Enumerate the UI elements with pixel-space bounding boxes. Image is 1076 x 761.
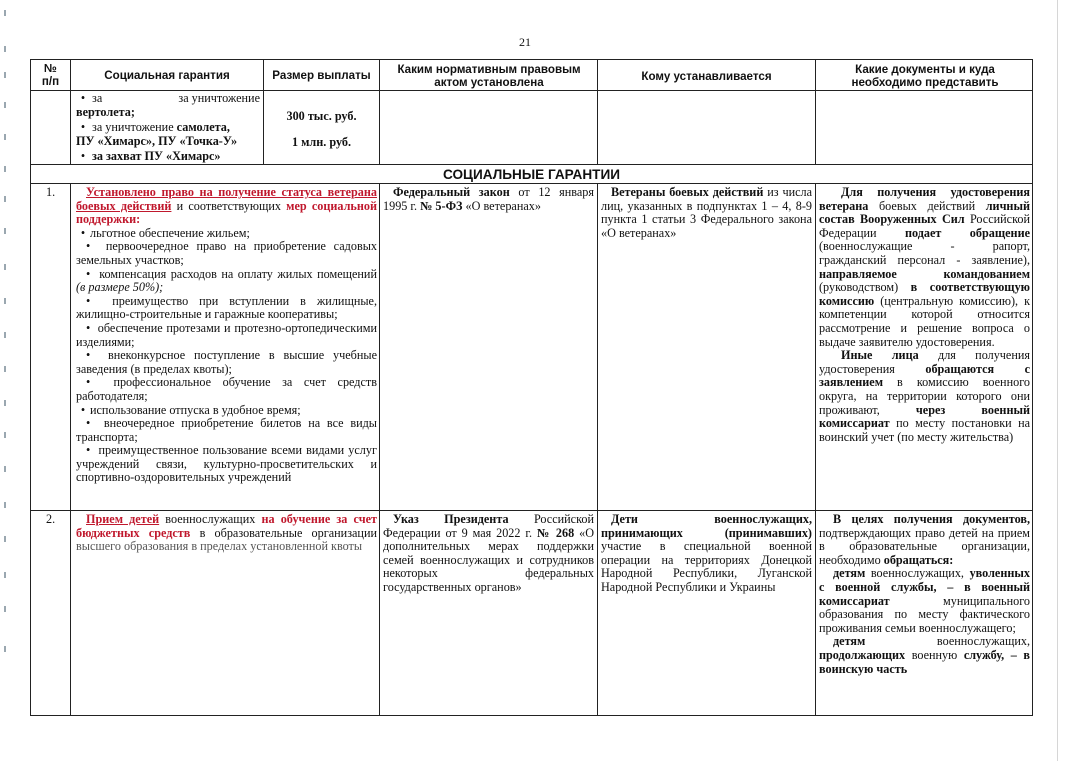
- row1-to-whom: [601, 186, 812, 240]
- docs-text-bold: обращаться:: [883, 552, 954, 567]
- item-text: использование отпуска в удобное время;: [90, 402, 301, 417]
- docs-text: подтверждающих право детей на прием в образовательные организации, необходимо: [819, 525, 1030, 567]
- item-text: обеспечение протезами и протезно-ортопедическими изделиями;: [76, 320, 377, 349]
- bullet-icon: •: [80, 91, 86, 105]
- list-item: [76, 295, 377, 322]
- item-text: ПУ «Химарс», ПУ «Точка-У»: [76, 133, 238, 148]
- list-item: [76, 322, 377, 349]
- intro-highlight: мер социальной поддержки:: [76, 198, 377, 227]
- docs-text: для получения удостоверения: [819, 348, 1030, 376]
- item-text: внеочередное приобретение билетов на все виды транспорта;: [76, 416, 377, 444]
- docs-text-bold: через военный комиссариат: [819, 402, 1030, 431]
- item-text: вертолета;: [76, 104, 135, 119]
- recipient-text: участие в специальной военной операции на территориях Донецкой Народной Республики, Луганской Народной Республики и Украины: [601, 539, 812, 594]
- row1-number: 1.: [46, 185, 56, 199]
- docs-text: (центральную комиссию), к компетенции которой относится рассмотрение и решение вопроса о выдаче заявителю удостоверения.: [819, 293, 1030, 349]
- docs-text: (руководством): [819, 280, 911, 295]
- bullet-icon: •: [86, 375, 114, 390]
- docs-text: военнослужащих,: [865, 566, 970, 581]
- bullet-icon: •: [86, 266, 100, 281]
- docs-text-bold: личный состав Вооруженных Сил: [819, 198, 1030, 227]
- header-num: № п/п: [41, 62, 60, 88]
- docs-text-bold: Иные лица: [841, 348, 919, 363]
- docs-text: военнослужащих,: [865, 634, 1030, 649]
- guarantee-text: военнослужащих: [159, 512, 262, 526]
- docs-text-bold: уволенных с военной службы, – в военный комиссариат: [819, 566, 1030, 608]
- docs-text-bold: службу, – в воинскую часть: [819, 647, 1030, 676]
- act-date: Российской Федерации от 9 мая 2022 г.: [383, 512, 594, 540]
- docs-text: военную: [905, 647, 964, 662]
- item-text-bold: самолета,: [176, 120, 230, 135]
- bullet-icon: •: [86, 443, 99, 458]
- guarantee-highlight: на обучение за счет бюджетных средств: [76, 512, 377, 540]
- row2-act: [383, 513, 594, 595]
- intro-highlight: Установлено право на получение статуса ветерана боевых действий: [76, 185, 377, 213]
- bullet-icon: •: [86, 239, 106, 254]
- docs-text: по месту постановки на воинский учет (по месту жительства): [819, 416, 1030, 444]
- row1-act: [383, 186, 594, 213]
- bullet-icon: •: [80, 120, 86, 135]
- section-title: СОЦИАЛЬНЫЕ ГАРАНТИИ: [442, 167, 621, 182]
- bullet-icon: •: [86, 348, 108, 363]
- header-to-whom: Кому устанавливается: [641, 70, 772, 83]
- list-item: [76, 227, 377, 241]
- header-act: Каким нормативным правовым актом установлена: [397, 63, 581, 89]
- list-item: [76, 150, 260, 164]
- item-note: (в размере 50%);: [76, 280, 164, 295]
- intro-text: и соответствующих: [171, 198, 287, 213]
- bullet-icon: •: [86, 293, 113, 308]
- page-number: 21: [519, 35, 531, 49]
- amount-value: 1 млн. руб.: [291, 135, 352, 149]
- list-item: [76, 349, 377, 376]
- list-item: [76, 376, 377, 403]
- docs-text: муниципального образования по месту фактического проживания семьи военнослужащего;: [819, 593, 1030, 635]
- list-item: [76, 417, 377, 444]
- row2-number: 2.: [46, 512, 56, 526]
- docs-text-bold: направляемое командованием: [819, 266, 1030, 281]
- docs-text-bold: детям: [833, 634, 866, 649]
- item-text: первоочередное право на приобретение садовых земельных участков;: [76, 239, 377, 267]
- docs-text-bold: Для получения удостоверения ветерана: [819, 185, 1030, 213]
- item-text: за уничтожение: [178, 91, 260, 105]
- row2-to-whom: [601, 513, 812, 595]
- recipient-bold: Дети военнослужащих, принимающих (принимавших): [601, 512, 812, 540]
- bullet-icon: •: [80, 402, 86, 417]
- act-type: Федеральный закон: [393, 185, 510, 199]
- act-date: от 12 января 1995 г.: [383, 185, 594, 213]
- act-type: Указ Президента: [393, 512, 509, 526]
- docs-text-bold: подает обращение: [904, 225, 1030, 240]
- item-text: преимущество при вступлении в жилищные, жилищно-строительные и гаражные кооперативы;: [76, 293, 377, 322]
- list-item: [76, 240, 377, 267]
- docs-text-bold: В целях получения документов,: [833, 512, 1030, 526]
- act-title: «О ветеранах»: [462, 198, 541, 213]
- header-docs: Какие документы и куда необходимо представить: [851, 63, 999, 89]
- guarantee-text: в образовательные организации: [190, 525, 377, 540]
- header-amount: Размер выплаты: [272, 69, 371, 82]
- row2-guarantee: [76, 513, 377, 554]
- item-text: преимущественное пользование всеми видами услуг учреждений связи, культурно-просветительских и спортивно-оздоровительных учреждений: [76, 443, 377, 485]
- guarantee-highlight: Прием детей: [86, 512, 160, 526]
- bullet-icon: •: [80, 225, 86, 240]
- list-item: [76, 444, 377, 485]
- header-guarantee: Социальная гарантия: [104, 69, 230, 82]
- list-item: [76, 268, 377, 295]
- bullet-icon: •: [86, 320, 98, 335]
- recipient-bold: Ветераны боевых действий: [611, 185, 764, 199]
- guarantee-text-faded: высшего образования в пределах установленной квоты: [76, 539, 363, 554]
- item-text: за захват ПУ «Химарс»: [92, 149, 221, 164]
- docs-text-bold: в соответствующую комиссию: [819, 280, 1030, 308]
- item-text: за уничтожение: [92, 120, 177, 135]
- item-text: профессиональное обучение за счет средств работодателя;: [76, 375, 377, 403]
- item-text: внеконкурсное поступление в высшие учебные заведения (в пределах квоты);: [76, 348, 377, 376]
- docs-text: (военнослужащие - рапорт, гражданский персонал - заявление),: [819, 239, 1030, 267]
- list-item: [76, 121, 260, 135]
- top-row-guarantee: [76, 92, 260, 164]
- list-item: [76, 404, 377, 418]
- act-title: «О дополнительных мерах поддержки семей военнослужащих и сотрудников некоторых федеральных государственных органов»: [383, 525, 594, 594]
- docs-text: боевых действий: [868, 198, 986, 213]
- recipient-text: из числа лиц, указанных в подпунктах 1 – 4, 8-9 пункта 1 статьи 3 Федерального закона «О ветеранах»: [601, 185, 813, 240]
- amount-value: 300 тыс. руб.: [286, 109, 357, 123]
- docs-text-bold: детям: [833, 566, 866, 581]
- list-item: • за за уничтожение: [76, 92, 260, 106]
- docs-text-bold: продолжающих: [819, 647, 906, 662]
- item-text: льготное обеспечение жильем;: [90, 225, 250, 240]
- act-number: № 5-ФЗ: [420, 198, 463, 213]
- act-number: № 268: [536, 525, 575, 540]
- bullet-icon: •: [80, 149, 86, 164]
- item-text: компенсация расходов на оплату жилых помещений: [99, 266, 377, 281]
- docs-text: в комиссию военного округа, на территории которого они проживают,: [819, 375, 1030, 417]
- docs-text: Российской Федерации: [819, 212, 1030, 240]
- row2-docs: [819, 513, 1030, 676]
- docs-text-bold: обращаются с заявлением: [819, 361, 1030, 390]
- row1-guarantee: [76, 186, 377, 485]
- bullet-icon: •: [86, 416, 104, 431]
- row1-docs: [819, 186, 1030, 444]
